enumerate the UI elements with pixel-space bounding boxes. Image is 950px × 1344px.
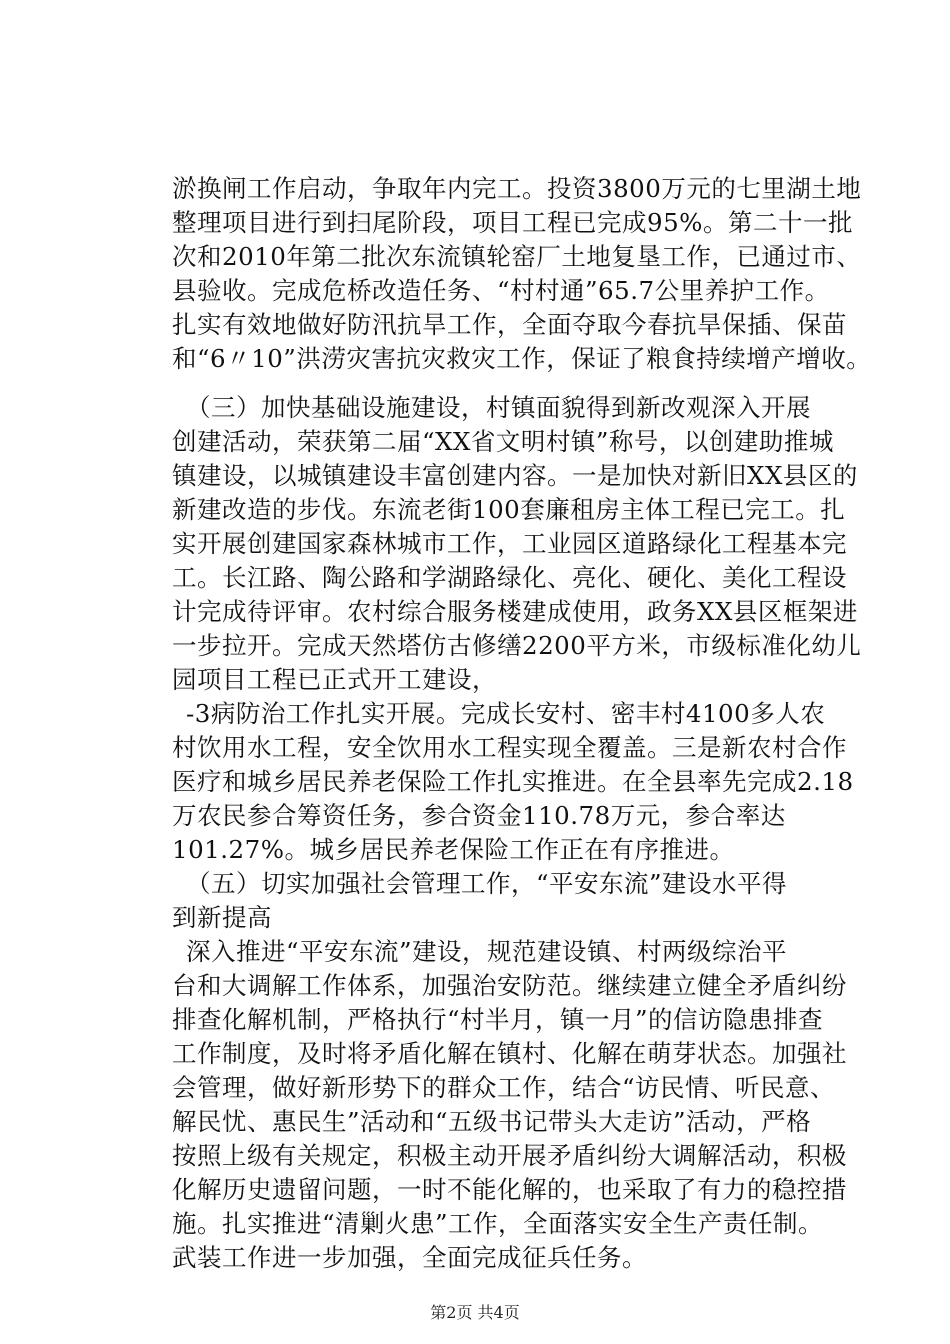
paragraph-line: 深入推进“平安东流”建设，规范建设镇、村两级综治平 <box>186 937 788 966</box>
paragraph-line: 按照上级有关规定，积极主动开展矛盾纠纷大调解活动，积极 <box>172 1141 847 1170</box>
paragraph-line: 园项目工程已正式开工建设， <box>172 665 497 694</box>
paragraph-line: 计完成待评审。农村综合服务楼建成使用，政务XX县区框架进 <box>172 597 858 626</box>
paragraph-line: 会管理，做好新形势下的群众工作，结合“访民情、听民意、 <box>172 1073 836 1102</box>
paragraph-line: 镇建设，以城镇建设丰富创建内容。一是加快对新旧XX县区的 <box>172 461 858 490</box>
section-heading-line: 到新提高 <box>172 903 272 932</box>
paragraph-line: 施。扎实推进“清剿火患”工作，全面落实安全生产责任制。 <box>172 1209 824 1238</box>
paragraph-line: 新建改造的步伐。东流老街100套廉租房主体工程已完工。扎 <box>172 495 846 524</box>
paragraph-line: 和“6〃10”洪涝灾害抗灾救灾工作，保证了粮食持续增产增收。 <box>172 344 872 373</box>
paragraph-line: 排查化解机制，严格执行“村半月，镇一月”的信访隐患排查 <box>172 1005 824 1034</box>
paragraph-line: 次和2010年第二批次东流镇轮窑厂土地复垦工作，已通过市、 <box>172 242 862 271</box>
paragraph-line: 解民忧、惠民生”活动和“五级书记带头大走访”活动，严格 <box>172 1107 812 1136</box>
paragraph-line: 村饮用水工程，安全饮用水工程实现全覆盖。三是新农村合作 <box>172 733 847 762</box>
paragraph-line: 工。长江路、陶公路和学湖路绿化、亮化、硬化、美化工程设 <box>172 563 847 592</box>
paragraph-line: 万农民参合筹资任务，参合资金110.78万元，参合率达 <box>172 801 786 830</box>
paragraph-line: 一步拉开。完成天然塔仿古修缮2200平方米，市级标准化幼儿 <box>172 631 862 660</box>
paragraph-line: 101.27%。城乡居民养老保险工作正在有序推进。 <box>172 835 735 864</box>
paragraph-line: 工作制度，及时将矛盾化解在镇村、化解在萌芽状态。加强社 <box>172 1039 847 1068</box>
paragraph-line: 县验收。完成危桥改造任务、“村村通”65.7公里养护工作。 <box>172 276 830 305</box>
paragraph-line: 医疗和城乡居民养老保险工作扎实推进。在全县率先完成2.18 <box>172 767 854 796</box>
paragraph-line: 武装工作进一步加强，全面完成征兵任务。 <box>172 1243 647 1272</box>
paragraph-line: 化解历史遗留问题，一时不能化解的，也采取了有力的稳控措 <box>172 1175 847 1204</box>
paragraph-line: 整理项目进行到扫尾阶段，项目工程已完成95%。第二十一批 <box>172 208 853 237</box>
paragraph-line: 创建活动，荣获第二届“XX省文明村镇”称号，以创建助推城 <box>172 427 834 456</box>
paragraph-line: 实开展创建国家森林城市工作，工业园区道路绿化工程基本完 <box>172 529 847 558</box>
paragraph-line: 扎实有效地做好防汛抗旱工作，全面夺取今春抗旱保插、保苗 <box>172 310 847 339</box>
page-number-footer: 第2页 共4页 <box>430 1303 520 1322</box>
paragraph-line: 台和大调解工作体系，加强治安防范。继续建立健全矛盾纠纷 <box>172 971 847 1000</box>
paragraph-line: 淤换闸工作启动，争取年内完工。投资3800万元的七里湖土地 <box>172 174 862 203</box>
paragraph-line: （三）加快基础设施建设，村镇面貌得到新改观深入开展 <box>186 393 811 422</box>
section-heading-line: （五）切实加强社会管理工作，“平安东流”建设水平得 <box>186 869 788 898</box>
paragraph-line: -3病防治工作扎实开展。完成长安村、密丰村4100多人农 <box>186 699 826 728</box>
